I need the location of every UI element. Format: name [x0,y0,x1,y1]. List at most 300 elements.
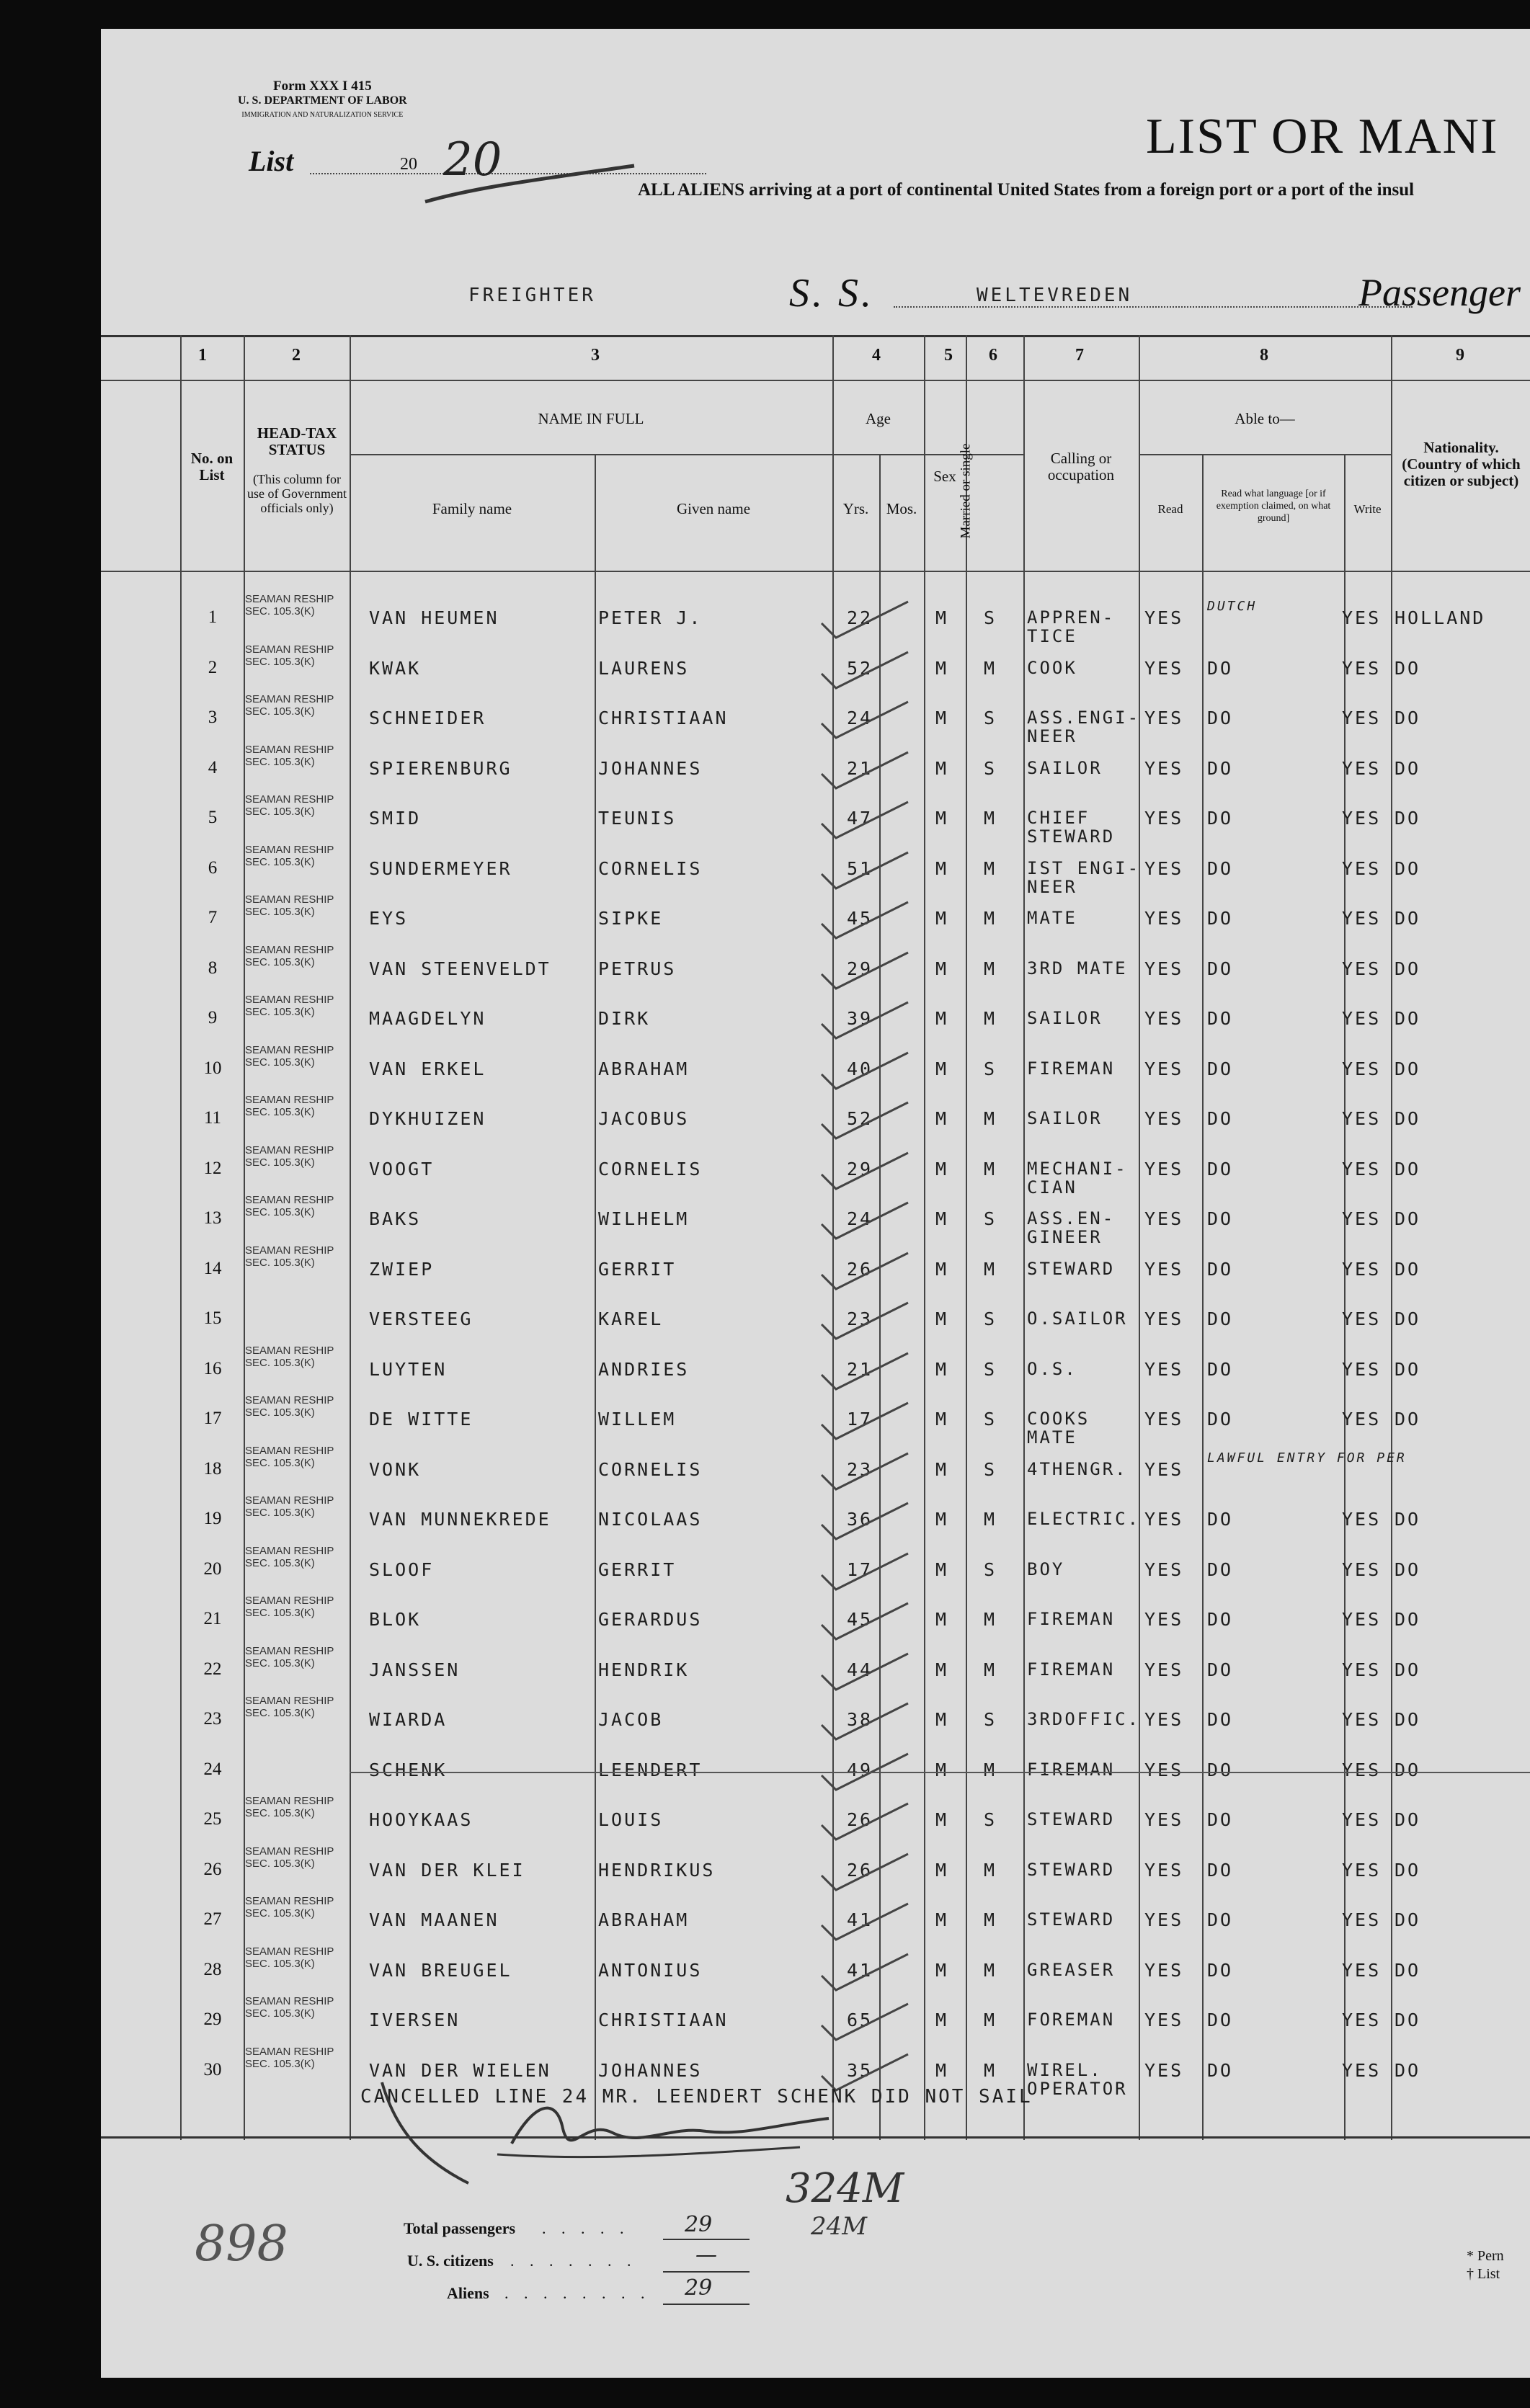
list-label: List [249,145,294,177]
total-passengers-dots: . . . . . [542,2219,630,2237]
occupation: COOKS [1027,1409,1090,1429]
given-name: WILLEM [598,1409,677,1430]
given-name: PETRUS [598,958,677,979]
form-number: Form XXX I 415 [273,79,372,94]
check-mark [807,1496,930,1553]
read-language: DO [1207,1959,1234,1981]
marital-status: M [984,1008,997,1029]
stamp-line-2: SEC. 105.3(K) [245,1006,315,1018]
can-write: YES [1342,2010,1382,2030]
occupation: ASS.EN- [1027,1208,1116,1228]
nationality: DO [1395,1659,1421,1680]
age-years: 44 [847,1659,873,1680]
stamp-line-2: SEC. 105.3(K) [245,855,315,868]
seaman-reship-stamp [245,1394,334,1419]
ship-name: WELTEVREDEN [977,285,1133,306]
header-able-to: Able to— [1235,410,1295,427]
age-years: 52 [847,657,873,679]
sex: M [935,1959,949,1981]
sex: M [935,1909,949,1930]
given-name: SIPKE [598,908,664,929]
nationality: DO [1395,757,1421,779]
given-name: HENDRIK [598,1659,690,1680]
sex: M [935,1108,949,1129]
seaman-reship-stamp [245,744,334,768]
check-mark [807,745,930,803]
family-name: VAN MUNNEKREDE [369,1509,551,1530]
us-citizens-dots: . . . . . . . [510,2252,637,2270]
colnum-9: 9 [1456,346,1464,365]
can-read: YES [1144,1909,1184,1930]
family-name: VERSTEEG [369,1308,473,1329]
can-read: YES [1144,1108,1184,1129]
can-read: YES [1144,1208,1184,1229]
stamp-line-2: SEC. 105.3(K) [245,1507,315,1519]
check-mark [807,1997,930,2054]
can-read: YES [1144,1558,1184,1580]
read-language: LAWFUL ENTRY FOR PER [1207,1450,1407,1466]
occupation: MECHANI- [1027,1158,1128,1179]
nationality: DO [1395,1909,1421,1930]
manifest-subtitle: ALL ALIENS arriving at a port of continental United States from a foreign port or a port of the insul [638,180,1415,200]
header-name-in-full: NAME IN FULL [538,410,644,427]
can-write: YES [1342,908,1382,929]
marital-status: S [984,1358,997,1380]
given-name: ABRAHAM [598,1909,690,1930]
can-read: YES [1144,1809,1184,1830]
check-mark [807,1045,930,1103]
row-number: 7 [208,908,218,927]
can-read: YES [1144,958,1184,979]
occupation: ASS.ENGI- [1027,708,1141,728]
row-number: 24 [203,1759,222,1779]
read-language: DO [1207,1409,1234,1430]
occupation: MATE [1027,908,1077,928]
age-years: 17 [847,1558,873,1580]
stamp-line-2: SEC. 105.3(K) [245,1807,315,1819]
family-name: VAN DER WIELEN [369,2059,551,2081]
seaman-reship-stamp [245,1094,334,1118]
can-read: YES [1144,1308,1184,1329]
stamp-line-2: SEC. 105.3(K) [245,655,315,668]
nationality: DO [1395,2059,1421,2081]
stamp-line-2: SEC. 105.3(K) [245,955,315,968]
sex: M [935,1759,949,1780]
read-language: DO [1207,1258,1234,1280]
nationality: DO [1395,1008,1421,1029]
check-mark [807,1246,930,1303]
stamp-line-2: SEC. 105.3(K) [245,755,315,768]
family-name: VAN MAANEN [369,1909,499,1930]
given-name: CORNELIS [598,1458,703,1480]
marital-status: M [984,2059,997,2081]
given-name: JACOBUS [598,1108,690,1129]
can-write: YES [1342,1659,1382,1680]
occupation: IST ENGI- [1027,857,1141,878]
nationality: DO [1395,1558,1421,1580]
check-mark [807,1596,930,1654]
read-language: DO [1207,2059,1234,2081]
family-name: HOOYKAAS [369,1809,473,1830]
marital-status: M [984,857,997,879]
header-nationality: Nationality. (Country of which citizen or subject) [1402,439,1521,489]
stamp-line-2: SEC. 105.3(K) [245,2007,315,2020]
given-name: PETER J. [598,607,703,628]
marital-status: M [984,1108,997,1129]
ss-label: S. S. [789,271,874,316]
family-name: BLOK [369,1609,422,1630]
nationality: DO [1395,1158,1421,1180]
can-write: YES [1342,708,1382,728]
occupation-line2: CIAN [1027,1177,1077,1198]
given-name: GERARDUS [598,1609,703,1630]
seaman-reship-stamp [245,593,334,617]
seaman-reship-stamp [245,1144,334,1169]
seaman-reship-stamp [245,1244,334,1269]
seaman-reship-stamp [245,1945,334,1970]
read-language: DO [1207,1108,1234,1129]
can-write: YES [1342,808,1382,829]
seaman-reship-stamp [245,1995,334,2020]
given-name: CHRISTIAAN [598,2010,729,2030]
marital-status: S [984,1308,997,1329]
occupation: STEWARD [1027,1909,1116,1930]
read-language: DO [1207,1558,1234,1580]
stamp-line-1: SEAMAN RESHIP [245,1043,334,1056]
family-name: SPIERENBURG [369,757,512,779]
marital-status: M [984,1959,997,1981]
colnum-8: 8 [1260,346,1268,365]
nationality: DO [1395,2010,1421,2030]
age-years: 17 [847,1409,873,1430]
can-read: YES [1144,1609,1184,1630]
us-citizens-rule [663,2271,750,2273]
sex: M [935,1308,949,1329]
sex: M [935,657,949,679]
sex: M [935,2059,949,2081]
seaman-reship-stamp [245,1695,334,1719]
list-number: 20 [400,155,417,174]
can-read: YES [1144,1008,1184,1029]
header-married-single: Married or single [958,443,974,539]
seaman-reship-stamp [245,1545,334,1569]
check-mark [807,1446,930,1504]
seaman-reship-stamp [245,1595,334,1619]
age-years: 49 [847,1759,873,1780]
read-language: DUTCH [1207,599,1258,614]
sex: M [935,1859,949,1881]
stamp-line-1: SEAMAN RESHIP [245,1945,334,1958]
check-mark [807,995,930,1053]
can-read: YES [1144,1709,1184,1730]
header-sex: Sex [933,468,956,485]
stamp-line-2: SEC. 105.3(K) [245,1857,315,1870]
check-mark [807,1847,930,1904]
sex: M [935,908,949,929]
read-language: DO [1207,1659,1234,1680]
nationality: DO [1395,708,1421,728]
age-years: 23 [847,1458,873,1480]
sex: M [935,2010,949,2030]
sex: M [935,808,949,829]
stamp-line-1: SEAMAN RESHIP [245,1194,334,1206]
read-language: DO [1207,657,1234,679]
marital-status: M [984,1909,997,1930]
stamp-line-2: SEC. 105.3(K) [245,1957,315,1970]
occupation: WIREL. [1027,2059,1103,2080]
stamp-line-1: SEAMAN RESHIP [245,1344,334,1357]
row-number: 28 [203,1959,222,1979]
stamp-line-1: SEAMAN RESHIP [245,1544,334,1557]
stamp-line-1: SEAMAN RESHIP [245,793,334,806]
margin-number-handwritten: 898 [195,2216,288,2273]
can-read: YES [1144,2010,1184,2030]
nationality: DO [1395,1058,1421,1079]
manifest-title: LIST OR MANI [1146,109,1499,164]
marital-status: M [984,2010,997,2030]
footnote-2: † List [1467,2266,1500,2282]
header-read: Read [1157,502,1183,516]
stamp-line-2: SEC. 105.3(K) [245,1256,315,1269]
header-mos: Mos. [886,500,917,517]
seaman-reship-stamp [245,1345,334,1369]
check-mark [807,1396,930,1453]
occupation: ELECTRIC. [1027,1509,1141,1529]
read-language: DO [1207,958,1234,979]
family-name: VAN BREUGEL [369,1959,512,1981]
ship-name-underline [894,306,1413,308]
marital-status: S [984,1709,997,1730]
row-number: 18 [203,1458,222,1479]
occupation: FIREMAN [1027,1058,1116,1079]
read-language: DO [1207,1859,1234,1881]
marital-status: S [984,708,997,728]
check-mark [807,895,930,953]
can-read: YES [1144,1859,1184,1881]
table-top-rule [101,335,1530,337]
can-write: YES [1342,1759,1382,1780]
age-years: 41 [847,1959,873,1981]
can-write: YES [1342,2059,1382,2081]
occupation: 3RD MATE [1027,958,1128,978]
row-number: 30 [203,2059,222,2079]
seaman-reship-stamp [245,693,334,718]
sex: M [935,607,949,628]
read-language: DO [1207,1208,1234,1229]
stamp-line-1: SEAMAN RESHIP [245,2045,334,2058]
stamp-line-1: SEAMAN RESHIP [245,1444,334,1457]
given-name: KAREL [598,1308,664,1329]
family-name: VONK [369,1458,422,1480]
can-write: YES [1342,1558,1382,1580]
read-language: DO [1207,1008,1234,1029]
stamp-line-1: SEAMAN RESHIP [245,1895,334,1907]
can-read: YES [1144,708,1184,728]
can-read: YES [1144,1158,1184,1180]
sex: M [935,958,949,979]
nationality: DO [1395,1509,1421,1530]
list-number-scribble [418,159,649,216]
nationality: DO [1395,857,1421,879]
header-bottom-rule [101,571,1530,572]
occupation: GREASER [1027,1959,1116,1980]
seaman-reship-stamp [245,893,334,918]
occupation-line2: OPERATOR [1027,2078,1128,2099]
age-years: 26 [847,1809,873,1830]
read-language: DO [1207,757,1234,779]
row-number: 17 [203,1409,222,1428]
marital-status: S [984,1058,997,1079]
read-language: DO [1207,1809,1234,1830]
check-mark [807,1546,930,1604]
marital-status: M [984,1759,997,1780]
row-number: 4 [208,757,218,777]
row-number: 27 [203,1909,222,1929]
occupation: O.SAILOR [1027,1308,1128,1329]
row-number: 3 [208,708,218,727]
us-citizens-label: U. S. citizens [407,2252,494,2270]
stamp-line-1: SEAMAN RESHIP [245,1644,334,1657]
colnum-1: 1 [198,346,207,365]
sex: M [935,1558,949,1580]
can-read: YES [1144,857,1184,879]
seaman-reship-stamp [245,793,334,818]
family-name: DE WITTE [369,1409,473,1430]
sex: M [935,1458,949,1480]
nationality: DO [1395,1258,1421,1280]
occupation-line2: TICE [1027,626,1077,646]
marital-status: S [984,1458,997,1480]
age-years: 29 [847,1158,873,1180]
occupation: SAILOR [1027,1008,1103,1028]
marital-status: M [984,908,997,929]
stamp-line-2: SEC. 105.3(K) [245,1907,315,1919]
stamp-line-1: SEAMAN RESHIP [245,994,334,1006]
header-write: Write [1353,502,1382,516]
read-language: DO [1207,1509,1234,1530]
can-write: YES [1342,757,1382,779]
can-read: YES [1144,657,1184,679]
seaman-reship-stamp [245,1845,334,1870]
footnote-1: * Pern [1467,2248,1504,2264]
list-number-handwritten: 20 [443,133,502,187]
marital-status: M [984,1258,997,1280]
stamp-line-2: SEC. 105.3(K) [245,705,315,718]
read-language: DO [1207,1759,1234,1780]
given-name: LOUIS [598,1809,664,1830]
given-name: CHRISTIAAN [598,708,729,728]
can-write: YES [1342,1709,1382,1730]
occupation: CHIEF [1027,808,1090,828]
given-name: LEENDERT [598,1759,703,1780]
read-language: DO [1207,1609,1234,1630]
us-citizens-value: — [695,2242,717,2267]
marital-status: S [984,607,997,628]
stamp-line-1: SEAMAN RESHIP [245,1845,334,1858]
occupation: SAILOR [1027,1108,1103,1128]
given-name: CORNELIS [598,1158,703,1180]
vessel-type: FREIGHTER [468,285,596,306]
occupation: FOREMAN [1027,2010,1116,2030]
stamp-line-2: SEC. 105.3(K) [245,2057,315,2070]
read-language: DO [1207,708,1234,728]
can-read: YES [1144,607,1184,628]
total-passengers-label: Total passengers [404,2219,516,2237]
can-read: YES [1144,1258,1184,1280]
check-mark [807,845,930,903]
given-name: JACOB [598,1709,664,1730]
stamp-line-1: SEAMAN RESHIP [245,1143,334,1156]
seaman-reship-stamp [245,1494,334,1519]
read-language: DO [1207,1058,1234,1079]
age-years: 26 [847,1258,873,1280]
total-passengers-value: 29 [685,2212,713,2237]
check-mark [807,645,930,703]
stamp-line-1: SEAMAN RESHIP [245,1695,334,1707]
stamp-line-1: SEAMAN RESHIP [245,1244,334,1257]
stamp-line-1: SEAMAN RESHIP [245,1494,334,1507]
age-years: 24 [847,1208,873,1229]
header-calling: Calling or occupation [1047,450,1115,483]
cancellation-note: CANCELLED LINE 24 MR. LEENDERT SCHENK DID NOT SAIL [360,2086,1033,2108]
row-number: 6 [208,857,218,878]
age-years: 26 [847,1859,873,1881]
colnum-2: 2 [292,346,301,365]
colnum-3: 3 [591,346,600,365]
marital-status: M [984,1509,997,1530]
read-language: DO [1207,1358,1234,1380]
seaman-reship-stamp [245,1795,334,1819]
nationality: DO [1395,1358,1421,1380]
nationality: DO [1395,1208,1421,1229]
can-write: YES [1342,1509,1382,1530]
occupation-line2: GINEER [1027,1227,1103,1247]
family-name: KWAK [369,657,422,679]
read-language: DO [1207,2010,1234,2030]
check-mark [807,1896,930,1954]
age-years: 41 [847,1909,873,1930]
can-write: YES [1342,607,1382,628]
family-name: SCHENK [369,1759,448,1780]
header-given-name: Given name [676,500,751,517]
can-read: YES [1144,1759,1184,1780]
family-name: WIARDA [369,1709,448,1730]
check-mark [807,1947,930,2005]
nationality: HOLLAND [1395,607,1486,628]
given-name: TEUNIS [598,808,677,829]
given-name: CORNELIS [598,857,703,879]
marital-status: S [984,1558,997,1580]
family-name: SUNDERMEYER [369,857,512,879]
marital-status: S [984,1809,997,1830]
sex: M [935,1008,949,1029]
able-subheader-rule [1139,454,1391,455]
marital-status: M [984,1609,997,1630]
occupation: O.S. [1027,1358,1077,1379]
row-number: 10 [203,1058,222,1078]
nationality: DO [1395,1409,1421,1430]
family-name: VAN DER KLEI [369,1859,525,1881]
stamp-line-2: SEC. 105.3(K) [245,1356,315,1369]
age-years: 47 [847,808,873,829]
age-years: 22 [847,607,873,628]
age-years: 24 [847,708,873,728]
family-name: DYKHUIZEN [369,1108,486,1129]
row-number: 26 [203,1859,222,1879]
read-language: DO [1207,808,1234,829]
department-header [238,79,407,122]
row-number: 25 [203,1809,222,1829]
